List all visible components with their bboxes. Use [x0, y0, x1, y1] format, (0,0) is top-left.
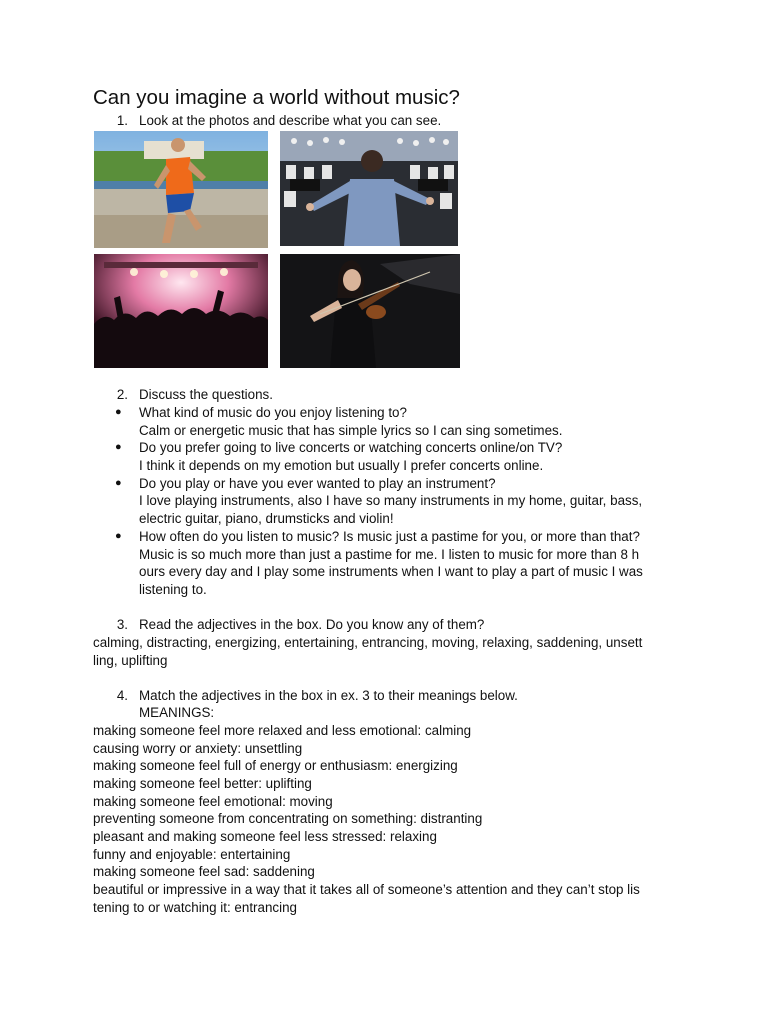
meanings-label: MEANINGS:	[139, 705, 215, 720]
meaning-line: beautiful or impressive in a way that it takes all of someone’s attention and they can’t stop lis	[93, 882, 640, 897]
bullet-icon: ●	[115, 406, 122, 418]
task4-instruction: Match the adjectives in the box in ex. 3 to their meanings below.	[139, 688, 518, 703]
task2-instruction: Discuss the questions.	[139, 387, 273, 402]
task3-instruction: Read the adjectives in the box. Do you know any of them?	[139, 617, 485, 632]
photo-violinist	[280, 254, 460, 368]
meaning-line: causing worry or anxiety: unsettling	[93, 741, 303, 756]
question-4: How often do you listen to music? Is music just a pastime for you, or more than that?	[139, 529, 640, 544]
task2-number: 2.	[116, 387, 128, 402]
question-1: What kind of music do you enjoy listening to?	[139, 405, 407, 420]
adjectives-line-1: calming, distracting, energizing, entertaining, entrancing, moving, relaxing, saddening, unsett	[93, 635, 643, 650]
adjectives-line-2: ling, uplifting	[93, 653, 168, 668]
question-3: Do you play or have you ever wanted to play an instrument?	[139, 476, 496, 491]
answer-2-line-1: I think it depends on my emotion but usually I prefer concerts online.	[139, 458, 544, 473]
answer-4-line-2: ours every day and I play some instruments when I want to play a part of music I was	[139, 564, 643, 579]
bullet-icon: ●	[115, 530, 122, 542]
answer-1-line-1: Calm or energetic music that has simple lyrics so I can sing sometimes.	[139, 423, 563, 438]
meaning-line: funny and enjoyable: entertaining	[93, 847, 291, 862]
meaning-line: pleasant and making someone feel less stressed: relaxing	[93, 829, 437, 844]
answer-4-line-3: listening to.	[139, 582, 207, 597]
answer-3-line-1: I love playing instruments, also I have so many instruments in my home, guitar, bass,	[139, 493, 643, 508]
meaning-line: making someone feel more relaxed and less emotional: calming	[93, 723, 472, 738]
photo-conductor	[280, 131, 458, 246]
meaning-line: making someone feel sad: saddening	[93, 864, 315, 879]
task4-number: 4.	[116, 688, 128, 703]
meaning-line: tening to or watching it: entrancing	[93, 900, 297, 915]
answer-4-line-1: Music is so much more than just a pastime for me. I listen to music for more than 8 h	[139, 547, 640, 562]
page-title: Can you imagine a world without music?	[93, 86, 460, 109]
photo-concert-crowd	[94, 254, 268, 368]
task1-instruction: Look at the photos and describe what you can see.	[139, 113, 442, 128]
task3-number: 3.	[116, 617, 128, 632]
question-2: Do you prefer going to live concerts or watching concerts online/on TV?	[139, 440, 563, 455]
answer-3-line-2: electric guitar, piano, drumsticks and violin!	[139, 511, 394, 526]
meaning-line: making someone feel emotional: moving	[93, 794, 333, 809]
photo-runner	[94, 131, 268, 248]
meaning-line: preventing someone from concentrating on something: distranting	[93, 811, 483, 826]
bullet-icon: ●	[115, 477, 122, 489]
meaning-line: making someone feel full of energy or enthusiasm: energizing	[93, 758, 458, 773]
bullet-icon: ●	[115, 441, 122, 453]
meaning-line: making someone feel better: uplifting	[93, 776, 312, 791]
task1-number: 1.	[116, 113, 128, 128]
